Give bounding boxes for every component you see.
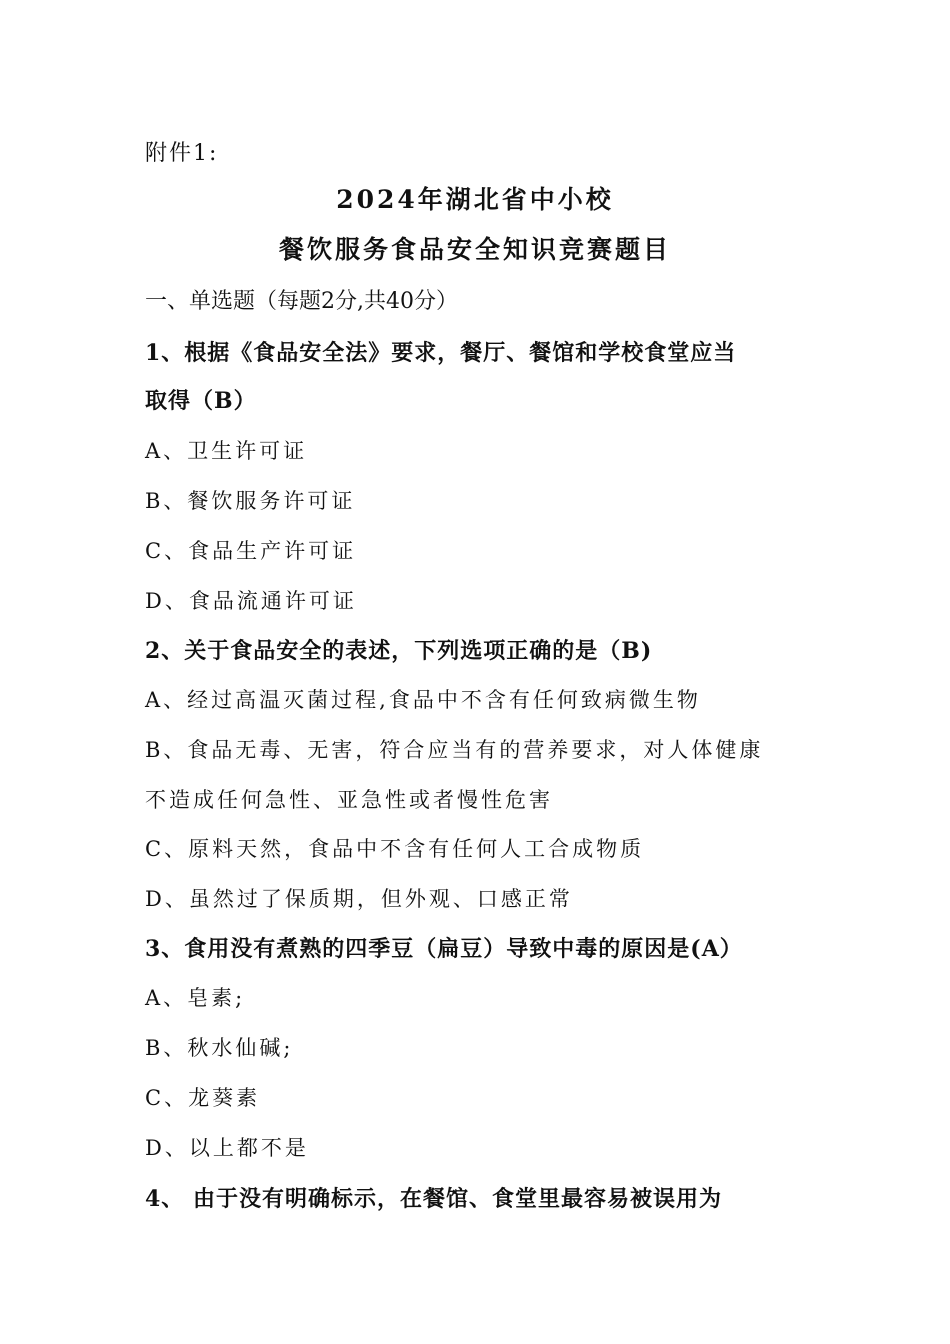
question-3-option-b: B、秋水仙碱;	[145, 1036, 294, 1060]
title-line-2: 餐饮服务食品安全知识竞赛题目	[278, 235, 671, 264]
attachment-label: 附件1:	[145, 141, 219, 166]
question-2-option-c: C、原料天然，食品中不含有任何人工合成物质	[145, 837, 645, 861]
question-4: 4、 由于没有明确标示，在餐馆、食堂里最容易被误用为	[145, 1186, 722, 1212]
question-1-line-1: 1、根据《食品安全法》要求，餐厅、餐馆和学校食堂应当	[145, 340, 737, 366]
question-3-option-a: A、皂素;	[145, 986, 246, 1010]
question-2-option-d: D、虽然过了保质期，但外观、口感正常	[145, 887, 573, 911]
question-2-option-a: A、经过高温灭菌过程,食品中不含有任何致病微生物	[145, 688, 701, 712]
question-3: 3、食用没有煮熟的四季豆（扁豆）导致中毒的原因是(A）	[145, 936, 743, 962]
question-1-option-c: C、食品生产许可证	[145, 539, 357, 563]
question-2-option-b-cont: 不造成任何急性、亚急性或者慢性危害	[145, 788, 553, 812]
question-2-option-b: B、食品无毒、无害，符合应当有的营养要求，对人体健康	[145, 738, 764, 762]
question-1-line-2: 取得（B）	[145, 388, 257, 414]
question-1-option-b: B、餐饮服务许可证	[145, 489, 356, 513]
question-3-option-c: C、龙葵素	[145, 1086, 261, 1110]
question-3-option-d: D、以上都不是	[145, 1136, 309, 1160]
section-heading: 一、单选题（每题2分,共40分）	[145, 289, 458, 314]
question-1-option-d: D、食品流通许可证	[145, 589, 357, 613]
question-1-option-a: A、卫生许可证	[145, 439, 308, 463]
question-2: 2、关于食品安全的表述，下列选项正确的是（B)	[145, 638, 653, 664]
title-line-1: 2024年湖北省中小校	[336, 185, 614, 214]
